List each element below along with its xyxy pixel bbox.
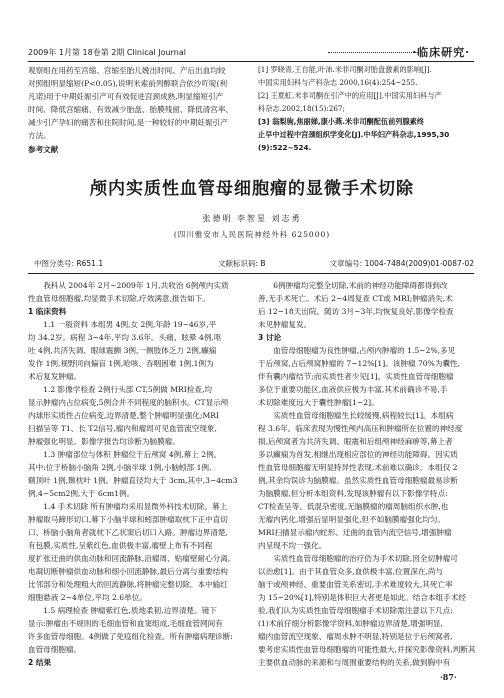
article-authors: 张德明 李智星 刘志勇	[202, 214, 302, 223]
article-title: 颅内实质性血管母细胞瘤的显微手术切除	[90, 179, 414, 199]
conclusion-line: 对照组明显缩短(P<0.05),说明米索前列醇联合依沙吖啶(利	[28, 79, 228, 88]
paragraph-line: 其中:位于桥脑小脑角 2例,小脑半球 1例,小脑蚓部 1例,	[28, 463, 212, 472]
conclusion-line: 减少引产孕妇的痛苦和住院时间,是一种较好的中期妊娠引产	[28, 118, 228, 127]
paragraph-line: 比邻部分和处理粗大的回流静脉,将肿瘤完整切除。本中输红	[28, 580, 228, 589]
paragraph-line: 脑干或颅神经、重要血管关系密切,手术难度较大,其死亡率	[258, 580, 453, 589]
reference-line: 科杂志.2002,18(15):267;	[258, 104, 345, 113]
paragraph-line: 血管母细胞瘤为良性肿瘤,占颅内肿瘤的 1.5~2%,多见	[273, 346, 456, 355]
paragraph-line: 后 12~18天出院。随访 3月~3年,均恢复良好,影像学检查	[258, 307, 454, 316]
paragraph-line: 1.2 影像学检查 2例行头部 CT,5例做 MRI检查,均	[43, 385, 212, 394]
paragraph-line: 伴有囊内瘤结节;而实质性者少见[1]。实质性血管母细胞瘤	[258, 372, 454, 381]
article-affiliation: (四川雅安市人民医院神经外科 625000)	[173, 230, 331, 239]
paragraph-line: 口、桥脑小脑角者就枕下乙状窦后切口入路。肿瘤边界清楚,	[28, 528, 228, 537]
header-rule	[28, 61, 474, 62]
paragraph-line: 多以癫痫为首发,相继出现相应部位的神经功能障碍。因实质	[258, 450, 458, 459]
paragraph-line: 例,其余均误诊为脑膜瘤。虽然实质性血管母细胞瘤最易诊断	[258, 476, 458, 485]
conclusion-line: 方法。	[28, 131, 51, 140]
reference-line: 中国实用妇科与产科杂志 2000,16(4):254~255.	[258, 78, 418, 87]
paragraph-line: 6例肿瘤均完整全切除,术前的神经功能障碍都得到改	[273, 281, 448, 290]
paragraph-line: 细胞悬液 2~4单位,平均 2.6单位。	[28, 593, 147, 602]
running-header	[28, 44, 476, 60]
paragraph-line: 无瘤内钙化,增强后显明显强化,但不如脑膜瘤强化均匀。	[258, 515, 446, 524]
paragraph-line: 程 3.6年。临床表现为慢性颅内高压和肿瘤所在位置的神经度	[258, 424, 463, 433]
paragraph-line: 1.1 一般资料 本组男 4例,女 2例,年龄 19~46岁,平	[43, 320, 217, 329]
paragraph-line: 度扩张迂曲的供血动脉和回流静脉,沿瘤周、贴瘤壁耐心分离,	[28, 554, 231, 563]
paragraph-line: 为脑膜瘤,但分析本组资料,发现该肿瘤有以下影像学特点:	[258, 489, 448, 498]
prev-article-conclusion	[28, 64, 250, 156]
paragraph-line: 1.3 肿瘤部位与体积 肿瘤位于后颅窝 4例,幕上 2例。	[43, 450, 222, 459]
paragraph-line: 实质性血管母细胞瘤生长较缓慢,病程较长[1]。本组病	[273, 411, 454, 420]
paragraph-line: 性血管母细胞瘤无明显特异性表现,术前难以确诊。本组仅 2	[258, 463, 458, 472]
article-id: 文章编号: 1004-7484(2009)01-0087-02	[329, 259, 474, 268]
body-left-column	[28, 279, 250, 669]
paragraph-line: 1.4 手术切除 所有肿瘤均采用显微外科技术切除。幕上	[43, 502, 228, 511]
paragraph-line: 发作 1例,视野同向偏盲 1例,呛咳、吞咽困难 1例,1例为	[28, 359, 214, 368]
paragraph-line: 均 34.2岁。病程 3~4年,平均 3.6年。头痛、眩晕 4例,呕	[28, 333, 222, 342]
article-meta	[28, 258, 474, 272]
paragraph-line: 显示:肿瘤由不规则的毛细血管和血窦组成,毛细血管网间有	[28, 619, 223, 628]
journal-issue-info: 2009年 1月第 18卷第 2期 Clinical Journal	[28, 48, 186, 57]
reference-line-bold: [3] 翁梨驹,焦丽娣,康小燕.米非司酮配伍前列腺素终	[258, 117, 425, 126]
document-code: 文献标识码: B	[218, 259, 266, 268]
body-right-column	[258, 279, 476, 669]
section-heading: 3 讨论	[258, 333, 282, 342]
meta-rule	[28, 273, 474, 274]
paragraph-line: (1)术前仔细分析影像学资料,如肿瘤边界清楚,增强明显,	[258, 619, 444, 628]
references-heading: 参考文献	[28, 145, 59, 154]
paragraph-line: 电凝切断肿瘤供血动脉和细小回流静脉,最后分离与重要结构	[28, 567, 228, 576]
paragraph-line: 血管母细胞瘤。	[28, 645, 82, 654]
paragraph-line: MRI扫描显示瘤内蛇形、迂曲的血管内流空信号,增强肿瘤	[258, 528, 452, 537]
clc-number: 中图分类号: R651.1	[34, 259, 104, 268]
paragraph-line: 以治愈[1]。由于其血管众多,血供极丰富,位置深在,尚与	[258, 567, 444, 576]
paragraph-line: 内呈现不均一强化。	[258, 541, 327, 550]
paragraph-line: 损,后颅窝者为共济失调、眼震和后组颅神经麻痹等,幕上者	[258, 437, 453, 446]
paragraph-line: 1.5 病理检查 肿瘤紫红色,质地柔韧,边界清楚。镜下	[43, 606, 217, 615]
header-dotted-rule	[328, 52, 418, 53]
paragraph-line: 验,我们认为实质性血管母细胞瘤手术切除需注意以下几点:	[258, 606, 453, 615]
paragraph-line: 显示肿瘤内占位病变,5例合并不同程度的脑积水。CT显示颅	[28, 398, 229, 407]
reference-line: [1] 罗晓青,王自能,叶沛.米非司酮对胎盘激素的影响[J].	[258, 65, 432, 74]
conclusion-line: 观察组在用药至宫缩、宫缩至胎儿娩出时间、产后出血均较	[28, 66, 226, 75]
references-list	[258, 64, 476, 155]
reference-line-bold: 止早中过程中宫颈组织学变化[J].中华妇产科杂志,1995,30	[258, 130, 450, 139]
paragraph-line: 瘤内血管流空现象、瘤周水肿不明显,特别是位于后颅窝者,	[258, 632, 453, 641]
page-number: ·87·	[440, 672, 457, 682]
paragraph-line: 未见肿瘤复发。	[258, 320, 312, 329]
paragraph-line: 有包膜,实质性,呈紫红色,血供极丰富,瘤壁上布有不同程	[28, 541, 213, 550]
section-heading: 2 结果	[28, 658, 52, 667]
paragraph-line: 善,无手术死亡。术后 2~4周复查 CT或 MRI;肿瘤消失,术	[258, 294, 453, 303]
paragraph-line: 许多血管母细胞。4例做了免疫组化检查。所有肿瘤病理诊断:	[28, 632, 233, 641]
paragraph-line: 肿瘤取马蹄形切口,幕下小脑半球和蚓部肿瘤取枕下正中直切	[28, 515, 228, 524]
paragraph-line: 于后颅窝,占后颅窝肿瘤的 7~12%[1]。该肿瘤 70%为囊性,	[258, 359, 461, 368]
reference-line-bold: (9):522~524.	[258, 143, 312, 152]
paragraph-line: 肿瘤强化明显。影像学报告均诊断为脑膜瘤。	[28, 437, 180, 446]
paragraph-line: 要考虑实质性血管母细胞瘤的可能性最大,并探究影像资料,判断其	[258, 645, 476, 654]
paragraph-line: 实质性血管母细胞瘤的治疗仍为手术切除,因全切肿瘤可	[273, 554, 458, 563]
paragraph-line: 为 15~20%[1],特别是体积巨大者更是如此。结合本组手术经	[258, 593, 466, 602]
paragraph-line: 吐 4例,共济失调、眼球震颤 3例,一侧肢体乏力 2例,癫痫	[28, 346, 217, 355]
conclusion-line: 凡诺)用于中期妊娠引产可有效促进宫颈成熟,明显缩短引产	[28, 92, 224, 101]
paragraph-line: 主要供血动脉的来源和与周围重要结构的关系,做到胸中有	[258, 658, 451, 667]
reference-line: [2] 王夏虹.米非司酮在引产中的应用[J].中国实用妇科与产	[258, 91, 442, 100]
paragraph-line: CT检查呈等、低混杂密度,无脑膜瘤的瘤周脑组织水肿,也	[258, 502, 449, 511]
paragraph-line: 额顶叶 1例,颞枕叶 1例。肿瘤直径均大于 3cm,其中,3~4cm3	[28, 476, 238, 485]
paragraph-line: 术后复发肿瘤。	[28, 372, 82, 381]
section-heading: 1 临床资料	[28, 307, 67, 316]
paragraph-line: 多位于重要功能区,血液供应极为丰富,其术前确诊不易,手	[258, 385, 448, 394]
paragraph-line: 我科从 2004年 2月~2009年 1月,共收治 6例颅内实质	[43, 281, 229, 290]
paragraph-line: 术切除难度远大于囊性肿瘤[1~2]。	[258, 398, 379, 407]
paragraph-line: 内球形实质性占位病变,边界清楚,整个肿瘤明显强化;MRI	[28, 411, 219, 420]
conclusion-line: 时间、降低宫缩痛、有效减少胎盘、胎膜残留、降低清宫率、	[28, 105, 234, 114]
paragraph-line: 例,4~5cm2例,大于 6cm1例。	[28, 489, 135, 498]
section-label: ·临床研究·	[412, 46, 470, 59]
paragraph-line: 性血管母细胞瘤,均显微手术切除,疗效满意,报告如下。	[28, 294, 210, 303]
paragraph-line: 扫描呈等 T1、长 T2信号,瘤内和瘤周可见血管流空现象,	[28, 424, 217, 433]
